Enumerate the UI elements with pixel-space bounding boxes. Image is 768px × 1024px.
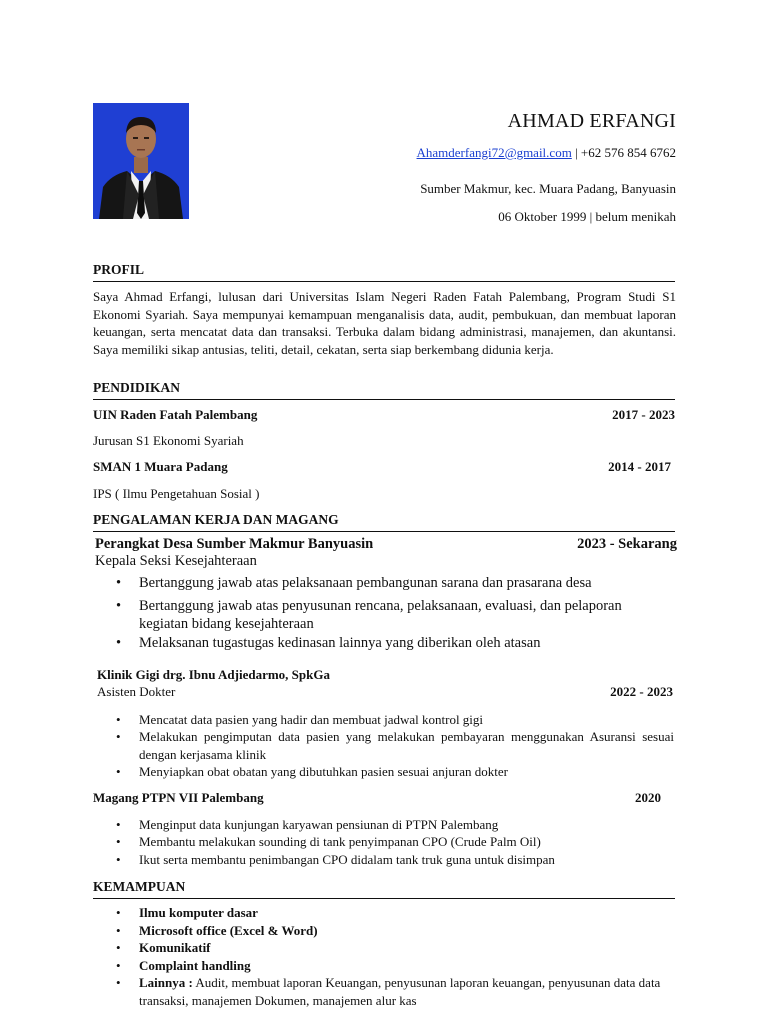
role-text: Kepala Seksi Kesejahteraan bbox=[95, 553, 257, 569]
job-years: 2020 bbox=[635, 790, 661, 805]
list-item: • Bertanggung jawab atas pelaksanaan pembangunan sarana dan prasarana desa bbox=[114, 574, 674, 593]
major-text: IPS ( Ilmu Pengetahuan Sosial ) bbox=[93, 486, 260, 501]
divider bbox=[93, 399, 675, 400]
section-title: PENGALAMAN KERJA DAN MAGANG bbox=[93, 512, 339, 527]
job-org: Klinik Gigi drg. Ibnu Adjiedarmo, SpkGa bbox=[97, 667, 330, 682]
skill-item bbox=[114, 939, 674, 957]
job-years: 2023 - Sekarang bbox=[577, 536, 677, 552]
skill-name: Komunikatif bbox=[139, 940, 211, 956]
address-text: Sumber Makmur, kec. Muara Padang, Banyuasin bbox=[420, 181, 676, 196]
school-name: SMAN 1 Muara Padang bbox=[93, 459, 228, 474]
job-years: 2022 - 2023 bbox=[610, 684, 673, 699]
role-text: Asisten Dokter bbox=[97, 684, 176, 699]
section-kemampuan bbox=[93, 879, 675, 899]
skill-name: Complaint handling bbox=[139, 957, 251, 973]
job-duties-list bbox=[114, 816, 674, 868]
skills-list bbox=[114, 904, 674, 1010]
skill-name: Ilmu komputer dasar bbox=[139, 905, 258, 920]
major-text: Jurusan S1 Ekonomi Syariah bbox=[93, 433, 244, 448]
list-item: • Ikut serta membantu penimbangan CPO didalam tank truk guna untuk disimpan bbox=[114, 851, 674, 868]
skill-item bbox=[114, 904, 674, 922]
list-item: • Melaksanan tugastugas kedinasan lainnya yang diberikan oleh atasan bbox=[114, 634, 674, 653]
email-link[interactable]: Ahamderfangi72@gmail.com bbox=[416, 145, 572, 160]
job-org: Perangkat Desa Sumber Makmur Banyuasin bbox=[95, 536, 374, 552]
section-title: KEMAMPUAN bbox=[93, 879, 186, 894]
section-pengalaman bbox=[93, 512, 675, 532]
education-years: 2014 - 2017 bbox=[608, 459, 671, 474]
candidate-name: AHMAD ERFANGI bbox=[507, 110, 676, 132]
skill-name: Microsoft office (Excel & Word) bbox=[139, 922, 318, 938]
section-pendidikan bbox=[93, 380, 675, 400]
section-profil bbox=[93, 262, 675, 282]
list-item: • Melakukan pengimputan data pasien yang melakukan pembayaran menggunakan Asuransi sesuai dengan kerjasama klinik bbox=[114, 728, 674, 763]
education-years: 2017 - 2023 bbox=[612, 407, 675, 422]
list-item: • Menyiapkan obat obatan yang dibutuhkan pasien sesuai anjuran dokter bbox=[114, 763, 674, 780]
job-duties-list bbox=[114, 574, 674, 652]
school-name: UIN Raden Fatah Palembang bbox=[93, 407, 258, 422]
job-duties-list bbox=[114, 711, 674, 781]
divider bbox=[93, 281, 675, 282]
divider bbox=[93, 531, 675, 532]
profile-photo bbox=[93, 103, 189, 219]
skill-name: Lainnya : bbox=[139, 975, 193, 991]
divider bbox=[93, 898, 675, 899]
contact-line bbox=[417, 145, 676, 161]
birth-status-text: 06 Oktober 1999 | belum menikah bbox=[498, 209, 676, 224]
skill-item bbox=[114, 922, 674, 940]
job-org: Magang PTPN VII Palembang bbox=[93, 790, 264, 805]
phone-text: | +62 576 854 6762 bbox=[571, 145, 676, 160]
section-title: PROFIL bbox=[93, 262, 145, 277]
list-item: • Bertanggung jawab atas penyusunan rencana, pelaksanaan, evaluasi, dan pelaporan kegiatan bidang kesejahteraan bbox=[114, 597, 674, 634]
section-title: PENDIDIKAN bbox=[93, 380, 181, 395]
skill-detail: Audit, membuat laporan Keuangan, penyusunan laporan keuangan, penyusunan data data transaksi, manajemen Dokumen, manajemen alur kas bbox=[139, 975, 661, 1008]
profil-text: Saya Ahmad Erfangi, lulusan dari Universitas Islam Negeri Raden Fatah Palembang, Program Studi S1 Ekonomi Syariah. Saya mempunyai kemampuan menganalisis data, audit, pembukuan, dan membuat laporan keuangan, serta mencatat data dan transaksi. Terbuka dalam bidang administrasi, manajemen, dan akuntansi. Saya memiliki sikap antusias, teliti, detail, cekatan, serta siap berkembang didunia kerja. bbox=[93, 289, 676, 357]
skill-item bbox=[114, 957, 674, 975]
list-item: • Membantu melakukan sounding di tank penyimpanan CPO (Crude Palm Oil) bbox=[114, 833, 674, 850]
list-item: • Menginput data kunjungan karyawan pensiunan di PTPN Palembang bbox=[114, 816, 674, 833]
skill-item bbox=[114, 974, 674, 1009]
list-item: • Mencatat data pasien yang hadir dan membuat jadwal kontrol gigi bbox=[114, 711, 674, 728]
